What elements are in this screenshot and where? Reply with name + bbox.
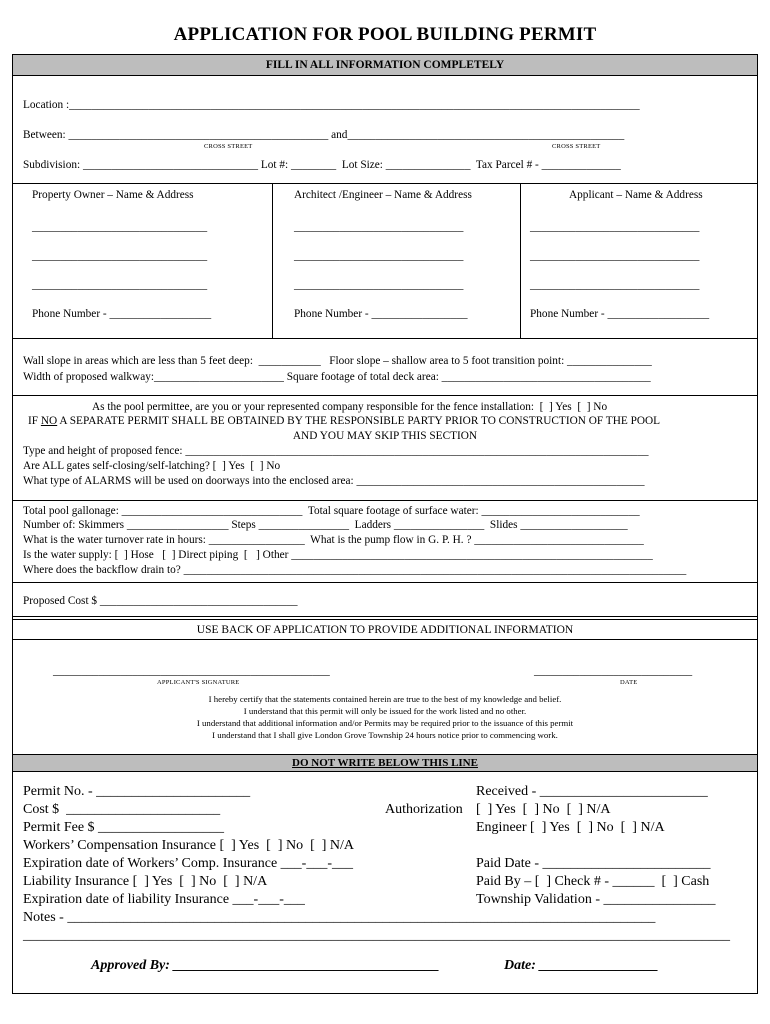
divider [12, 183, 758, 184]
alarms-field[interactable]: What type of ALARMS will be used on doorways into the enclosed area: ___________________________________________________ [23, 475, 645, 487]
approved-by-field[interactable]: Approved By: ______________________________________ [91, 958, 440, 973]
gallonage-field[interactable]: Total pool gallonage: ________________________________ Total square footage of surface water: ____________________________ [23, 505, 640, 517]
certify-text: I understand that I shall give London Grove Township 24 hours notice prior to commencing work. [212, 730, 558, 740]
owner-phone[interactable]: Phone Number - __________________ [32, 308, 212, 320]
page-title: APPLICATION FOR POOL BUILDING PERMIT [173, 24, 597, 45]
water-supply-field[interactable]: Is the water supply: [ ] Hose [ ] Direct piping [ ] Other ________________________________________________________________ [23, 549, 653, 561]
cross-street-label: CROSS STREET [552, 143, 601, 150]
divider [272, 183, 273, 338]
backflow-field[interactable]: Where does the backflow drain to? _________________________________________________________________________________________ [23, 564, 687, 576]
architect-phone[interactable]: Phone Number - _________________ [294, 308, 468, 320]
date-line[interactable]: ____________________________ [534, 665, 693, 677]
owner-line[interactable]: _______________________________ [32, 279, 208, 291]
engineer-field[interactable]: Engineer [ ] Yes [ ] No [ ] N/A [476, 820, 665, 835]
approval-date-field[interactable]: Date: _________________ [504, 958, 659, 973]
turnover-field[interactable]: What is the water turnover rate in hours: _________________ What is the pump flow in G. P. H. ? ______________________________ [23, 534, 644, 546]
skimmers-field[interactable]: Number of: Skimmers __________________ Steps ________________ Ladders ________________ Slides ___________________ [23, 519, 628, 531]
owner-heading: Property Owner – Name & Address [32, 189, 194, 201]
divider [12, 582, 758, 583]
fence-skip-notice: AND YOU MAY SKIP THIS SECTION [292, 430, 478, 442]
architect-heading: Architect /Engineer – Name & Address [294, 189, 472, 201]
owner-line[interactable]: _______________________________ [32, 250, 208, 262]
fence-if-no-notice: IF NO A SEPARATE PERMIT SHALL BE OBTAINED BY THE RESPONSIBLE PARTY PRIOR TO CONSTRUCTION OF THE POOL [28, 415, 661, 427]
signature-line[interactable]: _________________________________________________ [53, 665, 330, 677]
gates-field[interactable]: Are ALL gates self-closing/self-latching? [ ] Yes [ ] No [23, 460, 281, 472]
liability-insurance-field[interactable]: Liability Insurance [ ] Yes [ ] No [ ] N/A [23, 874, 268, 889]
applicant-line[interactable]: ______________________________ [530, 221, 700, 233]
certify-text: I understand that additional information and/or Permits may be required prior to the issuance of this permit [196, 718, 574, 728]
paid-date-field[interactable]: Paid Date - ________________________ [476, 856, 711, 871]
divider [520, 183, 521, 338]
liability-expiration-field[interactable]: Expiration date of liability Insurance ___-___-___ [23, 892, 305, 907]
divider [12, 500, 758, 501]
authorization-label: Authorization [385, 802, 463, 817]
applicant-line[interactable]: ______________________________ [530, 250, 700, 262]
notes-field[interactable]: Notes - ____________________________________________________________________________________ [23, 910, 656, 925]
proposed-cost-field[interactable]: Proposed Cost $ ___________________________________ [23, 595, 298, 607]
office-cost-field[interactable]: Cost $ ______________________ [23, 802, 221, 817]
architect-line[interactable]: ______________________________ [294, 221, 464, 233]
paid-by-field[interactable]: Paid By – [ ] Check # - ______ [ ] Cash [476, 874, 710, 889]
owner-line[interactable]: _______________________________ [32, 221, 208, 233]
workers-comp-expiration-field[interactable]: Expiration date of Workers’ Comp. Insurance ___-___-___ [23, 856, 353, 871]
wall-slope-field[interactable]: Wall slope in areas which are less than 5 feet deep: ___________ Floor slope – shallow area to 5 foot transition point: _______________ [23, 355, 652, 367]
permit-fee-field[interactable]: Permit Fee $ __________________ [23, 820, 225, 835]
received-field[interactable]: Received - ________________________ [476, 784, 708, 799]
certify-text: I understand that this permit will only be issued for the work listed and no other. [243, 706, 527, 716]
divider [12, 616, 758, 617]
use-back-header: USE BACK OF APPLICATION TO PROVIDE ADDITIONAL INFORMATION [12, 619, 758, 640]
architect-line[interactable]: ______________________________ [294, 250, 464, 262]
signature-label: APPLICANT'S SIGNATURE [157, 679, 240, 686]
between-field[interactable]: Between: ______________________________________________ and_________________________________________________ [23, 129, 625, 141]
location-field[interactable]: Location :_____________________________________________________________________________________________________ [23, 99, 640, 111]
subdivision-field[interactable]: Subdivision: _______________________________ Lot #: ________ Lot Size: _______________ Tax Parcel # - ______________ [23, 159, 621, 171]
township-validation-field[interactable]: Township Validation - ________________ [476, 892, 716, 907]
office-use-header: DO NOT WRITE BELOW THIS LINE [12, 754, 758, 772]
workers-comp-field[interactable]: Workers’ Compensation Insurance [ ] Yes [ ] No [ ] N/A [23, 838, 355, 853]
architect-line[interactable]: ______________________________ [294, 279, 464, 291]
applicant-phone[interactable]: Phone Number - __________________ [530, 308, 710, 320]
fence-type-field[interactable]: Type and height of proposed fence: __________________________________________________________________________________ [23, 445, 649, 457]
date-label: DATE [620, 679, 638, 686]
certify-text: I hereby certify that the statements contained herein are true to the best of my knowledge and belief. [208, 694, 562, 704]
cross-street-label: CROSS STREET [204, 143, 253, 150]
permit-no-field[interactable]: Permit No. - ______________________ [23, 784, 251, 799]
applicant-heading: Applicant – Name & Address [569, 189, 703, 201]
divider [12, 338, 758, 339]
divider [12, 395, 758, 396]
fence-question[interactable]: As the pool permittee, are you or your represented company responsible for the fence installation: [ ] Yes [ ] No [92, 401, 608, 413]
fill-in-header: FILL IN ALL INFORMATION COMPLETELY [12, 54, 758, 76]
authorization-options[interactable]: [ ] Yes [ ] No [ ] N/A [476, 802, 611, 817]
notes-line[interactable]: _____________________________________________________________________________________________________ [23, 928, 730, 943]
applicant-line[interactable]: ______________________________ [530, 279, 700, 291]
walkway-field[interactable]: Width of proposed walkway:_______________________ Square footage of total deck area: _____________________________________ [23, 371, 651, 383]
